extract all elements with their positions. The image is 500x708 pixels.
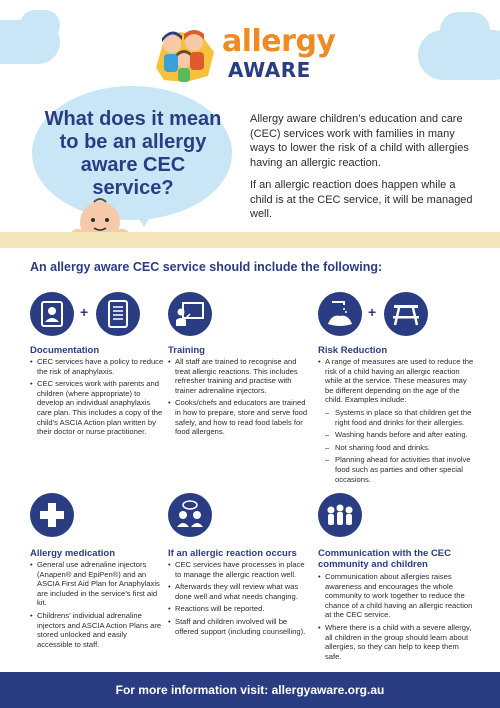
communication-title: Communication with the CEC community and children (318, 548, 451, 570)
documentation-list (30, 357, 165, 440)
risk-reduction-intro: A range of measures are used to reduce the risk of a child having an allergic reaction while at the service. These measures may be different depending on the age of the child. Examples include: (325, 357, 474, 405)
list-item: • Afterwards they will review what was done well and what needs changing. (168, 582, 310, 601)
document-icon (96, 292, 140, 336)
risk-reduction-title: Risk Reduction (318, 345, 388, 356)
training-list (168, 357, 310, 440)
person-card-icon (30, 292, 74, 336)
intro-paragraph-2: If an allergic reaction does happen while a child is at the CEC service, it will be managed well. (250, 179, 473, 220)
plus-sign: + (368, 304, 377, 320)
list-item: • Communication about allergies raises awareness and encourages the whole community to work together to reduce the chance of a child having an allergic reaction at the CEC service. (318, 572, 474, 620)
section-heading: An allergy aware CEC service should include the following: (30, 260, 383, 274)
list-item: • Where there is a child with a severe allergy, all children in the group should learn about allergies, so they can help to keep them safe. (318, 623, 474, 661)
children-group-icon (318, 493, 362, 537)
allergy-medication-list (30, 560, 163, 652)
communication-list (318, 572, 474, 664)
list-item: • Staff and children involved will be offered support (including counselling). (168, 617, 310, 636)
hand-washing-icon (318, 292, 362, 336)
logo-word-allergy: allergy (222, 24, 336, 59)
list-item: – Planning ahead for activities that involve food such as parties and other special occasions. (325, 455, 474, 484)
sand-strip-decoration (0, 232, 500, 248)
intro-paragraph-1: Allergy aware children’s education and care (CEC) services work with families in many ways to lower the risk of a child with allergies having an allergic reaction. (250, 113, 469, 169)
list-item: • Childrens’ individual adrenaline injectors and ASCIA Action Plans are stored unlocked and easily accessible to staff. (30, 611, 163, 649)
speech-bubble-tail (130, 205, 158, 227)
if-reaction-list (168, 560, 310, 639)
list-item: • General use adrenaline injectors (Anapen® and EpiPen®) and an ASCIA First Aid Plan for Anaphylaxis are included in the service’s first aid kit. (30, 560, 163, 608)
list-item: – Systems in place so that children get the right food and drinks for their allergies. (325, 408, 474, 427)
plus-sign: + (80, 304, 89, 320)
picnic-table-icon (384, 292, 428, 336)
allergy-aware-logo (150, 18, 360, 88)
list-item: • Reactions will be reported. (168, 604, 310, 614)
intro-text (250, 112, 475, 230)
documentation-title: Documentation (30, 345, 100, 356)
list-item: – Not sharing food and drinks. (325, 443, 474, 453)
cloud-right-small-decoration (440, 12, 490, 48)
risk-reduction-list (318, 357, 474, 487)
list-item: • CEC services have a policy to reduce the risk of anaphylaxis. (30, 357, 165, 376)
list-item: • CEC services work with parents and children (where appropriate) to develop an individual anaphylaxis care plan. This includes a copy of the child’s ASCIA Action plan written by their doctor or nurse practitioner. (30, 379, 165, 437)
allergy-medication-title: Allergy medication (30, 548, 115, 559)
list-item: – Washing hands before and after eating. (325, 430, 474, 440)
if-reaction-title: If an allergic reaction occurs (168, 548, 297, 559)
training-title: Training (168, 345, 205, 356)
risk-reduction-sublist (325, 408, 474, 484)
list-item: • All staff are trained to recognise and treat allergic reactions. This includes refresher training and practise with trainer adrenaline injectors. (168, 357, 310, 395)
teacher-board-icon (168, 292, 212, 336)
logo-word-aware: AWARE (228, 58, 311, 82)
children-logo-icon (150, 18, 220, 88)
list-item (318, 357, 474, 484)
people-talking-icon (168, 493, 212, 537)
medical-cross-icon (30, 493, 74, 537)
cloud-left-small-decoration (20, 10, 60, 40)
bubble-question: What does it mean to be an allergy aware CEC service? (44, 108, 222, 199)
list-item: • Cooks/chefs and educators are trained in how to prepare, store and serve food safely, and how to read food labels for food allergens. (168, 398, 310, 436)
list-item: • CEC services have processes in place to manage the allergic reaction well. (168, 560, 310, 579)
footer-link[interactable]: For more information visit: allergyaware.org.au (115, 683, 385, 697)
